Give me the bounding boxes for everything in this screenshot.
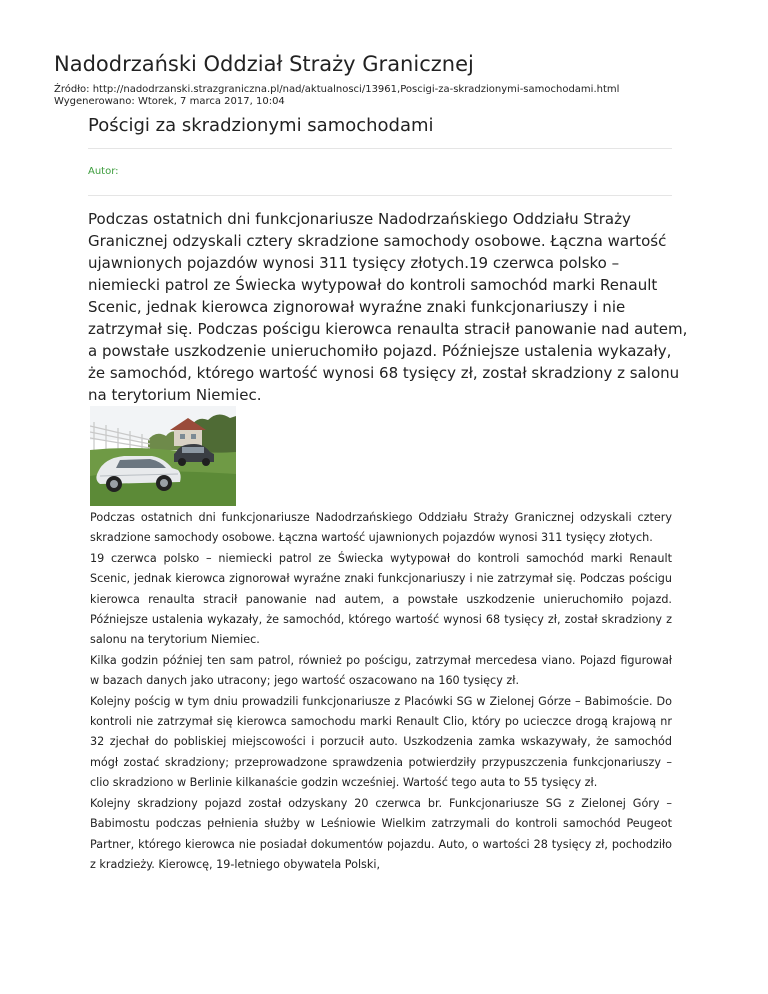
article-title: Pościgi za skradzionymi samochodami: [88, 115, 434, 136]
source-line: Źródło: http://nadodrzanski.strazgraniczna.pl/nad/aktualnosci/13961,Poscigi-za-skradzionymi-samochodami.html: [54, 84, 620, 95]
document-meta: [54, 84, 619, 108]
body-paragraph: Kolejny pościg w tym dniu prowadzili funkcjonariusze z Placówki SG w Zielonej Górze – Babimoście. Do kontroli nie zatrzymał się kierowca samochodu marki Renault Clio, który po ucieczce drogą krajową nr 32 zjechał do pobliskiej miejscowości i porzucił auto. Uszkodzenia zamka wskazywały, że samochód mógł zostać skradziony; przeprowadzone sprawdzenia potwierdziły przypuszczenia funkcjonariuszy – clio skradziono w Berlinie kilkanaście godzin wcześniej. Wartość tego auta to 55 tysięcy zł.: [90, 694, 672, 790]
body-paragraph: Kilka godzin później ten sam patrol, również po pościgu, zatrzymał mercedesa viano. Pojazd figurował w bazach danych jako utracony; jego wartość oszacowano na 160 tysięcy zł.: [90, 653, 672, 688]
generated-line: Wygenerowano: Wtorek, 7 marca 2017, 10:04: [54, 96, 285, 107]
article-photo: [90, 406, 236, 506]
article-lead: Podczas ostatnich dni funkcjonariusze Nadodrzańskiego Oddziału Straży Granicznej odzyskali cztery skradzione samochody osobowe. Łączna wartość ujawnionych pojazdów wynosi 311 tysięcy złotych.19 czerwca polsko – niemiecki patrol ze Świecka wytypował do kontroli samochód marki Renault Scenic, jednak kierowca zignorował wyraźne znaki funkcjonariuszy i nie zatrzymał się. Podczas pościgu kierowca renaulta stracił panowanie nad autem, a powstałe uszkodzenie unieruchomiło pojazd. Późniejsze ustalenia wykazały, że samochód, którego wartość wynosi 68 tysięcy zł, został skradziony z salonu na terytorium Niemiec.: [88, 210, 688, 404]
divider: [88, 148, 672, 149]
author-label: Autor:: [88, 166, 119, 177]
site-title: Nadodrzański Oddział Straży Granicznej: [54, 52, 474, 76]
body-paragraph: Kolejny skradziony pojazd został odzyskany 20 czerwca br. Funkcjonariusze SG z Zielonej Góry – Babimostu podczas pełnienia służby w Leśniowie Wielkim zatrzymali do kontroli samochód Peugeot Partner, którego kierowca nie posiadał dokumentów pojazdu. Auto, o wartości 28 tysięcy zł, pochodziło z kradzieży. Kierowcę, 19-letniego obywatela Polski,: [90, 796, 672, 871]
body-paragraph: 19 czerwca polsko – niemiecki patrol ze Świecka wytypował do kontroli samochód marki Renault Scenic, jednak kierowca zignorował wyraźne znaki funkcjonariuszy i nie zatrzymał się. Podczas pościgu kierowca renaulta stracił panowanie nad autem, a powstałe uszkodzenie unieruchomiło pojazd. Późniejsze ustalenia wykazały, że samochód, którego wartość wynosi 68 tysięcy zł, został skradziony z salonu na terytorium Niemiec.: [90, 551, 672, 647]
divider: [88, 195, 672, 196]
body-paragraph: Podczas ostatnich dni funkcjonariusze Nadodrzańskiego Oddziału Straży Granicznej odzyskali cztery skradzione samochody osobowe. Łączna wartość ujawnionych pojazdów wynosi 311 tysięcy złotych.: [90, 511, 672, 545]
article-body: [90, 508, 672, 875]
